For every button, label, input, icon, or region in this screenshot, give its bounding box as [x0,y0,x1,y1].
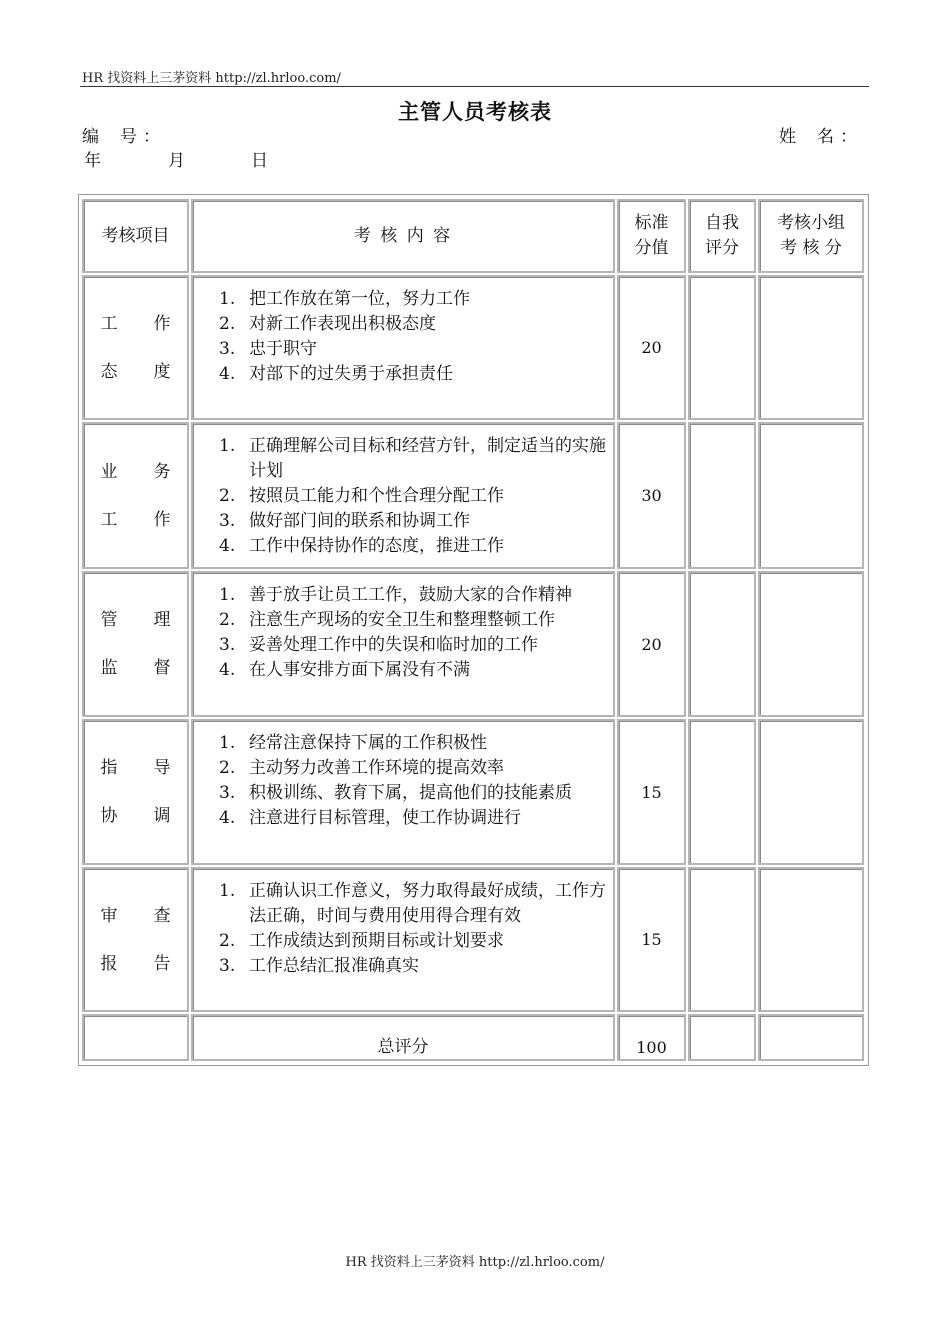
standard-score-cell: 20 [617,571,686,717]
item-number: 1. [219,289,236,309]
list-item [219,756,613,781]
category-line-2: 工 作 [100,509,171,530]
header-content: 考 核 内 容 [191,199,615,273]
list-item [219,608,613,633]
item-text: 经常注意保持下属的工作积极性 [249,733,487,753]
header-self: 自我评分 [688,199,756,273]
list-item [219,658,613,683]
group-score-input-cell[interactable] [758,719,864,865]
item-text: 注意进行目标管理，使工作协调进行 [249,808,521,828]
list-item [219,954,613,979]
item-number: 2. [219,758,236,778]
list-item [219,434,613,484]
item-text: 工作总结汇报准确真实 [249,956,419,976]
list-item [219,312,613,337]
self-score-input-cell[interactable] [688,719,756,865]
category-cell [82,275,189,420]
category-line-2: 态 度 [100,361,171,382]
list-item [219,484,613,509]
item-text: 主动努力改善工作环境的提高效率 [249,758,504,778]
item-number: 3. [219,956,236,976]
item-text: 做好部门间的联系和协调工作 [249,511,470,531]
list-item [219,633,613,658]
total-score: 100 [636,1038,667,1057]
list-item [219,929,613,954]
self-score-input-cell[interactable] [688,275,756,420]
category-line-2: 协 调 [100,806,171,826]
content-cell [191,867,615,1012]
item-text: 积极训练、教育下属，提高他们的技能素质 [249,783,572,803]
item-text: 工作成绩达到预期目标或计划要求 [249,931,504,951]
number-field [82,122,162,147]
page-header-source: HR 找资料上三茅资料 http://zl.hrloo.com/ [82,71,341,86]
category-line-1: 管 理 [100,610,171,630]
list-item [219,806,613,831]
header-standard: 标准分值 [617,199,686,273]
item-number: 3. [219,635,236,655]
content-cell [191,422,615,569]
item-text: 正确认识工作意义，努力取得最好成绩，工作方法正确，时间与费用使用得合理有效 [249,881,606,926]
self-score-input-cell[interactable] [688,867,756,1012]
category-line-1: 审 查 [100,905,171,926]
name-label: 姓 名 [779,127,836,147]
item-text: 对新工作表现出积极态度 [249,314,436,334]
item-number: 4. [219,808,236,828]
group-score-input-cell[interactable] [758,275,864,420]
list-item [219,583,613,608]
item-number: 4. [219,660,236,680]
standard-score-cell: 15 [617,719,686,865]
header-divider [80,86,869,87]
content-cell [191,275,615,420]
item-number: 2. [219,610,236,630]
item-text: 在人事安排方面下属没有不满 [249,660,470,680]
item-text: 忠于职守 [249,339,317,359]
item-number: 2. [219,486,236,506]
item-number: 3. [219,783,236,803]
category-line-1: 业 务 [100,461,171,482]
standard-score-cell: 30 [617,422,686,569]
total-label-cell [191,1014,615,1061]
total-blank-cell [82,1014,189,1061]
item-number: 3. [219,339,236,359]
item-number: 1. [219,733,236,753]
item-number: 4. [219,364,236,384]
group-score-input-cell[interactable] [758,867,864,1012]
list-item [219,731,613,756]
list-item [219,534,613,559]
year-label: 年 [84,151,103,171]
item-text: 注意生产现场的安全卫生和整理整顿工作 [249,610,555,630]
number-colon: ： [143,127,162,147]
item-number: 1. [219,436,236,456]
item-text: 按照员工能力和个性合理分配工作 [249,486,504,506]
item-text: 对部下的过失勇于承担责任 [249,364,453,384]
category-line-2: 报 告 [100,953,171,974]
content-cell [191,719,615,865]
total-group-score-input-cell[interactable] [758,1014,864,1061]
item-text: 正确理解公司目标和经营方针，制定适当的实施计划 [249,436,606,481]
total-score-cell [617,1014,686,1061]
total-label: 总评分 [377,1037,429,1057]
list-item [219,781,613,806]
category-cell [82,867,189,1012]
standard-score-cell: 15 [617,867,686,1012]
item-number: 4. [219,536,236,556]
month-label: 月 [168,151,187,171]
list-item [219,509,613,534]
category-cell [82,571,189,717]
item-number: 2. [219,314,236,334]
item-text: 工作中保持协作的态度，推进工作 [249,536,504,556]
category-cell [82,422,189,569]
list-item [219,362,613,387]
name-field [779,122,859,147]
item-text: 善于放手让员工工作，鼓励大家的合作精神 [249,585,572,605]
number-label: 编 号 [82,127,139,147]
page-footer-source: HR 找资料上三茅资料 http://zl.hrloo.com/ [345,1255,605,1270]
item-number: 3. [219,511,236,531]
list-item [219,337,613,362]
self-score-input-cell[interactable] [688,571,756,717]
list-item [219,287,613,312]
content-cell [191,571,615,717]
group-score-input-cell[interactable] [758,422,864,569]
header-category: 考核项目 [82,199,189,273]
category-cell [82,719,189,865]
item-text: 妥善处理工作中的失误和临时加的工作 [249,635,538,655]
self-score-input-cell[interactable] [688,422,756,569]
document-title: 主管人员考核表 [398,99,552,124]
item-text: 把工作放在第一位，努力工作 [249,289,470,309]
day-label: 日 [251,151,270,171]
category-line-1: 指 导 [100,758,171,778]
standard-score-cell: 20 [617,275,686,420]
name-colon: ： [840,127,859,147]
category-line-2: 监 督 [100,658,171,678]
header-group: 考核小组考 核 分 [758,199,864,273]
item-number: 1. [219,585,236,605]
category-line-1: 工 作 [100,313,171,334]
group-score-input-cell[interactable] [758,571,864,717]
list-item [219,879,613,929]
item-number: 1. [219,881,236,901]
total-self-score-input-cell[interactable] [688,1014,756,1061]
item-number: 2. [219,931,236,951]
